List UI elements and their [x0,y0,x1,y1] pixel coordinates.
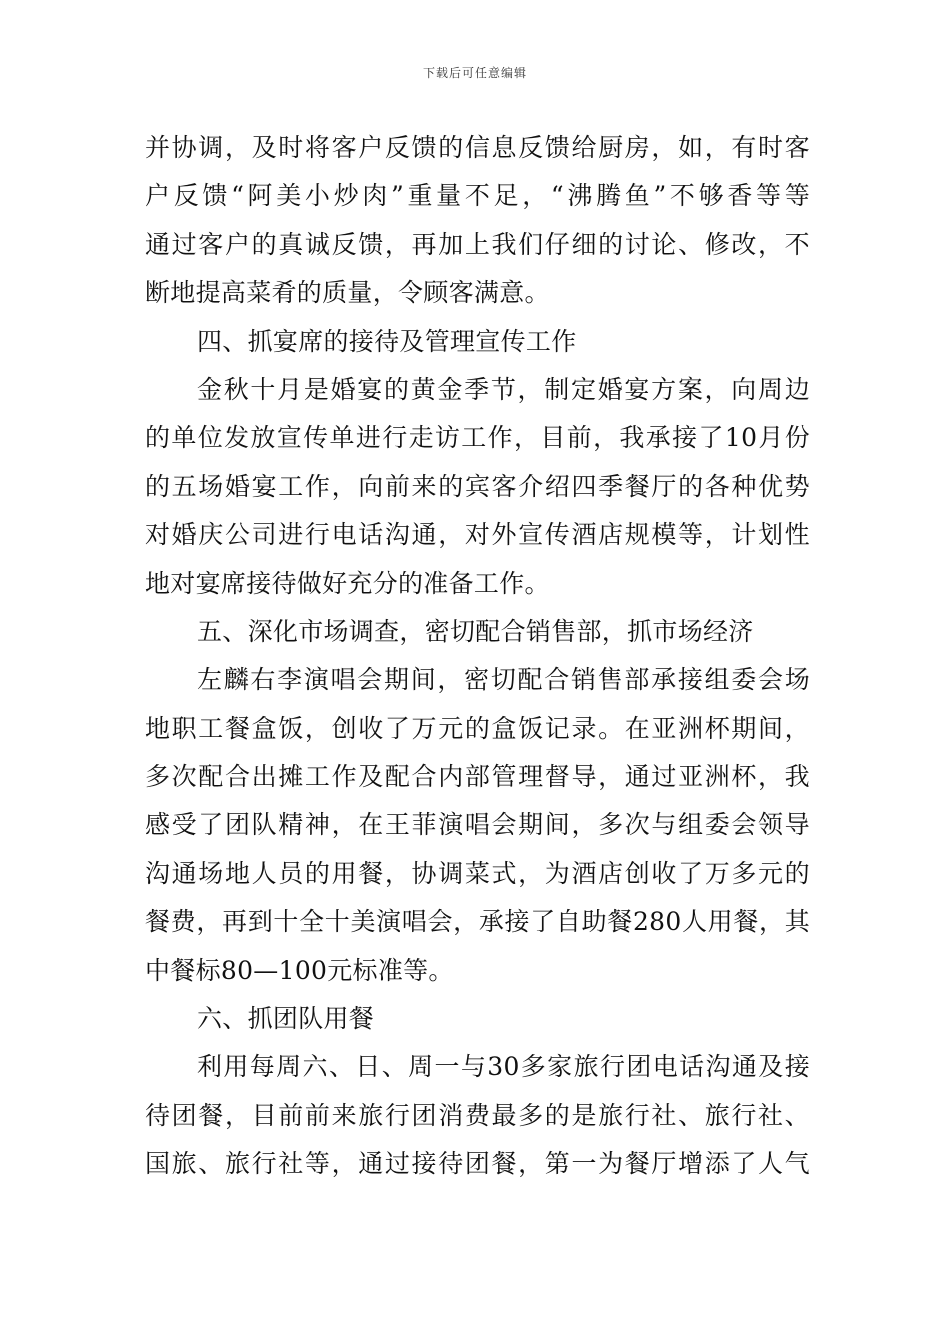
text-line: 对婚庆公司进行电话沟通，对外宣传酒店规模等，计划性 [145,520,810,550]
text-line: 待团餐，目前前来旅行团消费最多的是旅行社、旅行社、 [145,1100,810,1130]
text-line: 左麟右李演唱会期间，密切配合销售部承接组委会场 [197,665,810,695]
text-line: 地职工餐盒饭，创收了万元的盒饭记录。在亚洲杯期间， [145,713,810,743]
text-line: 的单位发放宣传单进行走访工作，目前，我承接了10月份 [145,423,810,453]
text-line: 金秋十月是婚宴的黄金季节，制定婚宴方案，向周边 [197,374,810,404]
text-line: 国旅、旅行社等，通过接待团餐，第一为餐厅增添了人气 [145,1149,810,1179]
section-heading: 六、抓团队用餐 [197,1004,375,1034]
page-header-note: 下载后可任意编辑 [422,66,527,80]
text-line: 沟通场地人员的用餐，协调菜式，为酒店创收了万多元的 [145,858,810,888]
document-body [145,124,810,1189]
text-line: 户反馈“阿美小炒肉”重量不足，“沸腾鱼”不够香等等 [145,181,810,211]
text-line: 地对宴席接待做好充分的准备工作。 [145,568,550,598]
text-line: 通过客户的真诚反馈，再加上我们仔细的讨论、修改，不 [145,229,810,259]
text-line: 感受了团队精神，在王菲演唱会期间，多次与组委会领导 [145,810,810,840]
text-line: 断地提高菜肴的质量，令顾客满意。 [145,278,550,308]
section-heading: 四、抓宴席的接待及管理宣传工作 [197,326,577,356]
text-line: 餐费，再到十全十美演唱会，承接了自助餐280人用餐，其 [145,907,810,937]
text-line: 并协调，及时将客户反馈的信息反馈给厨房，如，有时客 [145,133,810,162]
text-line: 多次配合出摊工作及配合内部管理督导，通过亚洲杯，我 [145,762,810,792]
section-heading: 五、深化市场调查，密切配合销售部，抓市场经济 [197,616,754,646]
text-line: 中餐标80—100元标准等。 [145,955,454,985]
text-line: 利用每周六、日、周一与30多家旅行团电话沟通及接 [197,1052,810,1082]
text-line: 的五场婚宴工作，向前来的宾客介绍四季餐厅的各种优势 [145,471,810,501]
